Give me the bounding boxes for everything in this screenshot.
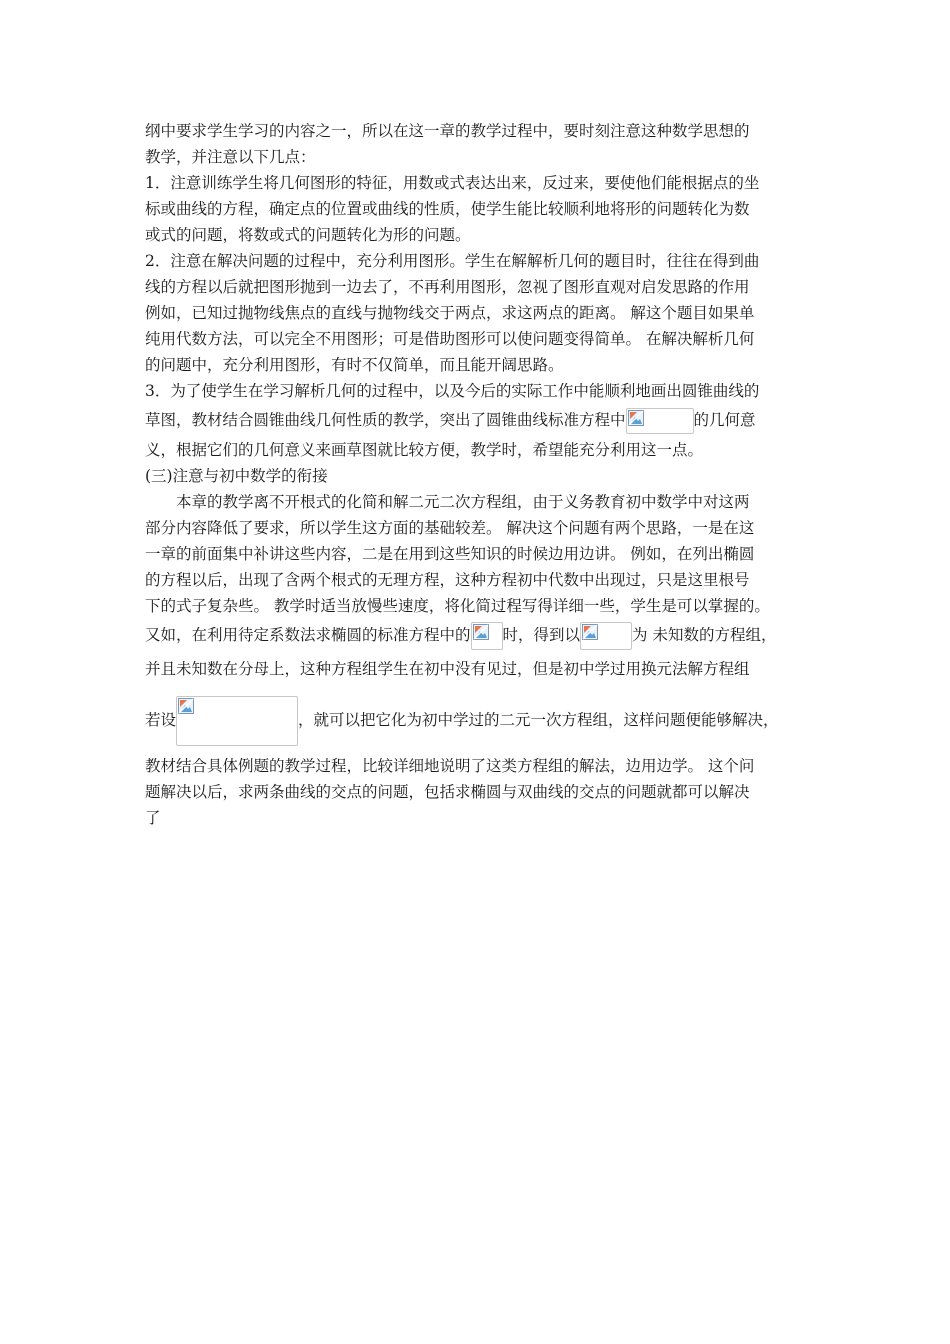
text-segment: 为 未知数的方程组， bbox=[632, 626, 777, 644]
text-line: 或式的问题，将数或式的问题转化为形的问题。 bbox=[145, 226, 471, 244]
text-line-with-image bbox=[145, 687, 820, 753]
text-line: 教材结合具体例题的教学过程，比较详细地说明了这类方程组的解法，边用边学。 这个问 bbox=[145, 757, 755, 775]
text-line: 教学，并注意以下几点： bbox=[145, 148, 316, 166]
text-segment: 时，得到以 bbox=[502, 626, 581, 644]
text-segment: 若设 bbox=[145, 711, 177, 729]
document-body bbox=[145, 118, 820, 831]
text-line: 纯用代数方法，可以完全不用图形；可是借助图形可以使问题变得简单。 在解决解析几何 bbox=[145, 330, 755, 348]
text-line: 一章的前面集中补讲这些内容，二是在用到这些知识的时候边用边讲。 例如，在列出椭圆 bbox=[145, 545, 755, 563]
text-line: 1．注意训练学生将几何图形的特征，用数或式表达出来，反过来，要使他们能根据点的坐 bbox=[145, 174, 760, 192]
text-line: 的方程以后，出现了含两个根式的无理方程，这种方程初中代数中出现过，只是这里根号 bbox=[145, 571, 750, 589]
text-line: 纲中要求学生学习的内容之一，所以在这一章的教学过程中，要时刻注意这种数学思想的 bbox=[145, 122, 750, 140]
text-segment: ，就可以把它化为初中学过的二元一次方程组，这样问题便能够解决， bbox=[298, 711, 779, 729]
text-line: 并且未知数在分母上，这种方程组学生在初中没有见过，但是初中学过用换元法解方程组 bbox=[145, 660, 750, 678]
text-segment: 又如，在利用待定系数法求椭圆的标准方程中的 bbox=[145, 626, 471, 644]
text-line-with-image bbox=[145, 619, 820, 651]
broken-image-icon bbox=[471, 622, 503, 650]
broken-image-icon bbox=[626, 408, 694, 434]
broken-image-icon bbox=[580, 622, 632, 650]
text-line: 部分内容降低了要求，所以学生这方面的基础较差。 解决这个问题有两个思路，一是在这 bbox=[145, 519, 755, 537]
text-line: 下的式子复杂些。 教学时适当放慢些速度，将化简过程写得详细一些，学生是可以掌握的。 bbox=[145, 597, 770, 615]
broken-image-icon bbox=[176, 696, 298, 746]
text-line: 标或曲线的方程，确定点的位置或曲线的性质，使学生能比较顺利地将形的问题转化为数 bbox=[145, 200, 750, 218]
section-heading: (三)注意与初中数学的衔接 bbox=[145, 467, 328, 485]
text-line: 本章的教学离不开根式的化简和解二元二次方程组，由于义务教育初中数学中对这两 bbox=[145, 493, 750, 511]
text-line: 了 bbox=[145, 809, 161, 827]
text-segment: 草图，教材结合圆锥曲线几何性质的教学，突出了圆锥曲线标准方程中 bbox=[145, 411, 626, 429]
text-line: 义，根据它们的几何意义来画草图就比较方便，教学时，希望能充分利用这一点。 bbox=[145, 441, 704, 459]
text-line: 题解决以后，求两条曲线的交点的问题，包括求椭圆与双曲线的交点的问题就都可以解决 bbox=[145, 783, 750, 801]
text-line: 3．为了使学生在学习解析几何的过程中，以及今后的实际工作中能顺利地画出圆锥曲线的 bbox=[145, 382, 760, 400]
text-segment: 的几何意 bbox=[693, 411, 756, 429]
text-line: 例如，已知过抛物线焦点的直线与抛物线交于两点，求这两点的距离。 解这个题目如果单 bbox=[145, 304, 755, 322]
text-line: 线的方程以后就把图形抛到一边去了，不再利用图形，忽视了图形直观对启发思路的作用 bbox=[145, 278, 750, 296]
text-line: 的问题中，充分利用图形，有时不仅简单，而且能开阔思路。 bbox=[145, 356, 564, 374]
text-line: 2．注意在解决问题的过程中，充分利用图形。学生在解解析几何的题目时，往往在得到曲 bbox=[145, 252, 760, 270]
text-line-with-image bbox=[145, 404, 820, 437]
